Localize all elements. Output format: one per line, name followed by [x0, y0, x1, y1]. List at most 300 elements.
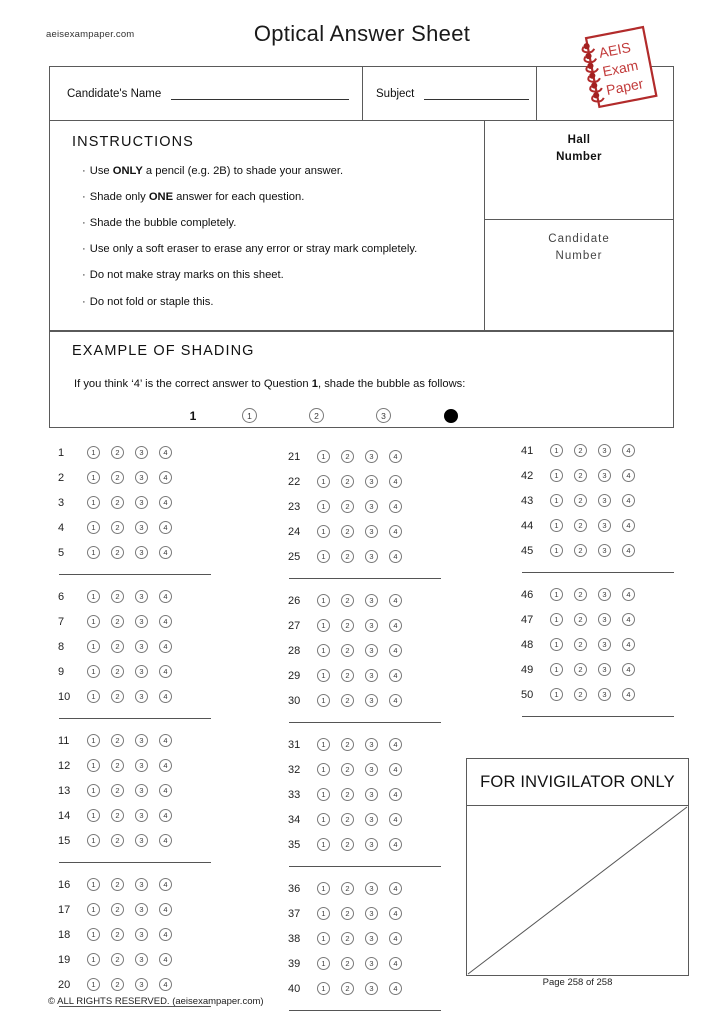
bubble-q43-option-1[interactable]: 1 — [550, 494, 563, 507]
bubble-q8-option-3[interactable]: 3 — [135, 640, 148, 653]
question-number-26: 26 — [288, 594, 301, 607]
bubble-q5-option-3[interactable]: 3 — [135, 546, 148, 559]
bubble-q42-option-3[interactable]: 3 — [598, 469, 611, 482]
bubble-q40-option-2[interactable]: 2 — [341, 982, 354, 995]
bubble-q46-option-2[interactable]: 2 — [574, 588, 587, 601]
question-number-28: 28 — [288, 644, 301, 657]
bubble-q39-option-4[interactable]: 4 — [389, 957, 402, 970]
bubble-q39-option-2[interactable]: 2 — [341, 957, 354, 970]
bubble-q47-option-3[interactable]: 3 — [598, 613, 611, 626]
example-lead-text — [74, 378, 465, 390]
bubble-q19-option-4[interactable]: 4 — [159, 953, 172, 966]
bubble-q25-option-4[interactable]: 4 — [389, 550, 402, 563]
bubble-q6-option-2[interactable]: 2 — [111, 590, 124, 603]
bubble-q24-option-1[interactable]: 1 — [317, 525, 330, 538]
bubble-q44-option-2[interactable]: 2 — [574, 519, 587, 532]
bubble-q9-option-2[interactable]: 2 — [111, 665, 124, 678]
bubble-q1-option-2[interactable]: 2 — [111, 446, 124, 459]
bubble-q40-option-3[interactable]: 3 — [365, 982, 378, 995]
question-row-44 — [518, 513, 693, 538]
hall-number-label-line1: Hall — [567, 134, 591, 146]
option-bubbles-49 — [550, 663, 635, 676]
bubble-q5-option-2[interactable]: 2 — [111, 546, 124, 559]
question-row-12 — [55, 753, 230, 778]
bubble-q32-option-2[interactable]: 2 — [341, 763, 354, 776]
candidate-number-box[interactable] — [485, 220, 673, 331]
question-row-41 — [518, 438, 693, 463]
bubble-q5-option-4[interactable]: 4 — [159, 546, 172, 559]
option-bubbles-44 — [550, 519, 635, 532]
bubble-q30-option-4[interactable]: 4 — [389, 694, 402, 707]
group-separator — [522, 716, 674, 717]
question-row-17 — [55, 897, 230, 922]
question-number-18: 18 — [58, 928, 71, 941]
bubble-q2-option-4[interactable]: 4 — [159, 471, 172, 484]
bubble-q41-option-3[interactable]: 3 — [598, 444, 611, 457]
bubble-q38-option-3[interactable]: 3 — [365, 932, 378, 945]
bubble-q14-option-3[interactable]: 3 — [135, 809, 148, 822]
question-number-1: 1 — [58, 446, 65, 459]
bubble-q33-option-4[interactable]: 4 — [389, 788, 402, 801]
bubble-q39-option-3[interactable]: 3 — [365, 957, 378, 970]
subject-input[interactable] — [424, 87, 529, 100]
bubble-q16-option-3[interactable]: 3 — [135, 878, 148, 891]
bubble-q24-option-2[interactable]: 2 — [341, 525, 354, 538]
option-bubbles-14 — [87, 809, 172, 822]
option-bubbles-8 — [87, 640, 172, 653]
question-row-26 — [285, 588, 460, 613]
bubble-q19-option-3[interactable]: 3 — [135, 953, 148, 966]
bubble-q40-option-1[interactable]: 1 — [317, 982, 330, 995]
bubble-q45-option-4[interactable]: 4 — [622, 544, 635, 557]
bubble-q27-option-2[interactable]: 2 — [341, 619, 354, 632]
instruction-text-pre: Use — [89, 165, 113, 177]
question-row-50 — [518, 682, 693, 707]
question-row-45 — [518, 538, 693, 563]
bubble-q28-option-2[interactable]: 2 — [341, 644, 354, 657]
bubble-q7-option-2[interactable]: 2 — [111, 615, 124, 628]
bubble-q45-option-1[interactable]: 1 — [550, 544, 563, 557]
bubble-q8-option-1[interactable]: 1 — [87, 640, 100, 653]
bubble-q20-option-1[interactable]: 1 — [87, 978, 100, 991]
option-bubbles-46 — [550, 588, 635, 601]
bubble-q7-option-1[interactable]: 1 — [87, 615, 100, 628]
invigilator-signature-area[interactable] — [467, 806, 688, 975]
question-number-46: 46 — [521, 588, 534, 601]
bubble-q29-option-1[interactable]: 1 — [317, 669, 330, 682]
question-number-40: 40 — [288, 982, 301, 995]
bubble-q3-option-3[interactable]: 3 — [135, 496, 148, 509]
bubble-q16-option-2[interactable]: 2 — [111, 878, 124, 891]
example-bubble-2[interactable]: 2 — [309, 408, 324, 423]
instruction-text-pre: Use only a soft eraser to erase any error or stray mark completely. — [89, 243, 418, 256]
bubble-q6-option-1[interactable]: 1 — [87, 590, 100, 603]
bubble-q47-option-1[interactable]: 1 — [550, 613, 563, 626]
bubble-q25-option-2[interactable]: 2 — [341, 550, 354, 563]
bubble-q43-option-4[interactable]: 4 — [622, 494, 635, 507]
bubble-q3-option-2[interactable]: 2 — [111, 496, 124, 509]
bubble-q36-option-1[interactable]: 1 — [317, 882, 330, 895]
example-answer-row — [170, 407, 484, 425]
example-option-slot — [417, 407, 484, 425]
bubble-q35-option-3[interactable]: 3 — [365, 838, 378, 851]
bubble-q48-option-3[interactable]: 3 — [598, 638, 611, 651]
bubble-q2-option-2[interactable]: 2 — [111, 471, 124, 484]
bubble-q15-option-2[interactable]: 2 — [111, 834, 124, 847]
numbers-column — [485, 121, 673, 331]
bubble-q18-option-3[interactable]: 3 — [135, 928, 148, 941]
bubble-q32-option-3[interactable]: 3 — [365, 763, 378, 776]
bubble-q31-option-3[interactable]: 3 — [365, 738, 378, 751]
bubble-q20-option-4[interactable]: 4 — [159, 978, 172, 991]
example-bubble-1[interactable]: 1 — [242, 408, 257, 423]
bubble-q37-option-3[interactable]: 3 — [365, 907, 378, 920]
answer-column-3 — [518, 438, 693, 717]
bubble-q22-option-1[interactable]: 1 — [317, 475, 330, 488]
bubble-q24-option-3[interactable]: 3 — [365, 525, 378, 538]
question-row-34 — [285, 807, 460, 832]
bubble-q28-option-4[interactable]: 4 — [389, 644, 402, 657]
question-number-48: 48 — [521, 638, 534, 651]
bubble-q1-option-3[interactable]: 3 — [135, 446, 148, 459]
bubble-q47-option-4[interactable]: 4 — [622, 613, 635, 626]
bubble-q13-option-1[interactable]: 1 — [87, 784, 100, 797]
group-separator — [289, 866, 441, 867]
question-row-23 — [285, 494, 460, 519]
bubble-q38-option-4[interactable]: 4 — [389, 932, 402, 945]
bubble-q10-option-3[interactable]: 3 — [135, 690, 148, 703]
site-url-watermark: aeisexampaper.com — [46, 29, 135, 40]
bubble-q1-option-1[interactable]: 1 — [87, 446, 100, 459]
option-bubbles-19 — [87, 953, 172, 966]
bubble-q37-option-1[interactable]: 1 — [317, 907, 330, 920]
invigilator-title: FOR INVIGILATOR ONLY — [467, 759, 688, 806]
bubble-q14-option-4[interactable]: 4 — [159, 809, 172, 822]
bubble-q22-option-2[interactable]: 2 — [341, 475, 354, 488]
bubble-q12-option-1[interactable]: 1 — [87, 759, 100, 772]
bubble-q27-option-1[interactable]: 1 — [317, 619, 330, 632]
bubble-q29-option-2[interactable]: 2 — [341, 669, 354, 682]
question-number-3: 3 — [58, 496, 65, 509]
bubble-q39-option-1[interactable]: 1 — [317, 957, 330, 970]
bubble-q16-option-4[interactable]: 4 — [159, 878, 172, 891]
bubble-q9-option-4[interactable]: 4 — [159, 665, 172, 678]
bubble-q42-option-2[interactable]: 2 — [574, 469, 587, 482]
example-option-slot — [283, 407, 350, 425]
option-bubbles-7 — [87, 615, 172, 628]
bubble-q2-option-1[interactable]: 1 — [87, 471, 100, 484]
bubble-q21-option-3[interactable]: 3 — [365, 450, 378, 463]
bubble-q24-option-4[interactable]: 4 — [389, 525, 402, 538]
bubble-q13-option-4[interactable]: 4 — [159, 784, 172, 797]
bubble-q17-option-3[interactable]: 3 — [135, 903, 148, 916]
bullet-icon: · — [82, 295, 86, 308]
question-number-23: 23 — [288, 500, 301, 513]
bubble-q33-option-3[interactable]: 3 — [365, 788, 378, 801]
bubble-q12-option-3[interactable]: 3 — [135, 759, 148, 772]
bubble-q7-option-3[interactable]: 3 — [135, 615, 148, 628]
bubble-q4-option-1[interactable]: 1 — [87, 521, 100, 534]
bubble-q44-option-1[interactable]: 1 — [550, 519, 563, 532]
bubble-q48-option-2[interactable]: 2 — [574, 638, 587, 651]
bubble-q50-option-1[interactable]: 1 — [550, 688, 563, 701]
bubble-q22-option-3[interactable]: 3 — [365, 475, 378, 488]
bubble-q17-option-1[interactable]: 1 — [87, 903, 100, 916]
option-bubbles-50 — [550, 688, 635, 701]
instruction-item — [82, 295, 484, 310]
option-bubbles-18 — [87, 928, 172, 941]
bubble-q8-option-4[interactable]: 4 — [159, 640, 172, 653]
bubble-q11-option-1[interactable]: 1 — [87, 734, 100, 747]
bubble-q29-option-4[interactable]: 4 — [389, 669, 402, 682]
bubble-q10-option-2[interactable]: 2 — [111, 690, 124, 703]
bubble-q11-option-3[interactable]: 3 — [135, 734, 148, 747]
question-number-17: 17 — [58, 903, 71, 916]
bubble-q49-option-4[interactable]: 4 — [622, 663, 635, 676]
bubble-q21-option-2[interactable]: 2 — [341, 450, 354, 463]
bubble-q50-option-2[interactable]: 2 — [574, 688, 587, 701]
bubble-q23-option-3[interactable]: 3 — [365, 500, 378, 513]
bubble-q50-option-3[interactable]: 3 — [598, 688, 611, 701]
bubble-q44-option-4[interactable]: 4 — [622, 519, 635, 532]
option-bubbles-47 — [550, 613, 635, 626]
question-row-15 — [55, 828, 230, 853]
option-bubbles-6 — [87, 590, 172, 603]
question-row-31 — [285, 732, 460, 757]
bubble-q37-option-2[interactable]: 2 — [341, 907, 354, 920]
bubble-q34-option-1[interactable]: 1 — [317, 813, 330, 826]
question-number-21: 21 — [288, 450, 301, 463]
bubble-q36-option-2[interactable]: 2 — [341, 882, 354, 895]
bubble-q5-option-1[interactable]: 1 — [87, 546, 100, 559]
instruction-text-pre: Do not make stray marks on this sheet. — [89, 269, 284, 282]
question-number-31: 31 — [288, 738, 301, 751]
question-number-49: 49 — [521, 663, 534, 676]
instruction-text-pre: Shade only — [89, 191, 149, 204]
page-number: Page 258 of 258 — [542, 977, 613, 988]
bubble-q43-option-2[interactable]: 2 — [574, 494, 587, 507]
bubble-q13-option-2[interactable]: 2 — [111, 784, 124, 797]
bubble-q19-option-2[interactable]: 2 — [111, 953, 124, 966]
question-number-30: 30 — [288, 694, 301, 707]
bubble-q45-option-2[interactable]: 2 — [574, 544, 587, 557]
bubble-q26-option-2[interactable]: 2 — [341, 594, 354, 607]
bubble-q30-option-2[interactable]: 2 — [341, 694, 354, 707]
bubble-q32-option-1[interactable]: 1 — [317, 763, 330, 776]
hall-number-box[interactable] — [485, 121, 673, 220]
bubble-q23-option-2[interactable]: 2 — [341, 500, 354, 513]
question-number-19: 19 — [58, 953, 71, 966]
bubble-q30-option-3[interactable]: 3 — [365, 694, 378, 707]
bubble-q10-option-1[interactable]: 1 — [87, 690, 100, 703]
bubble-q46-option-3[interactable]: 3 — [598, 588, 611, 601]
bubble-q11-option-2[interactable]: 2 — [111, 734, 124, 747]
question-number-42: 42 — [521, 469, 534, 482]
bubble-q21-option-1[interactable]: 1 — [317, 450, 330, 463]
bubble-q40-option-4[interactable]: 4 — [389, 982, 402, 995]
question-row-46 — [518, 582, 693, 607]
bubble-q44-option-3[interactable]: 3 — [598, 519, 611, 532]
bubble-q33-option-2[interactable]: 2 — [341, 788, 354, 801]
bubble-q46-option-4[interactable]: 4 — [622, 588, 635, 601]
bubble-q17-option-4[interactable]: 4 — [159, 903, 172, 916]
bubble-q15-option-4[interactable]: 4 — [159, 834, 172, 847]
bubble-q6-option-4[interactable]: 4 — [159, 590, 172, 603]
bubble-q25-option-3[interactable]: 3 — [365, 550, 378, 563]
bubble-q36-option-3[interactable]: 3 — [365, 882, 378, 895]
bubble-q4-option-2[interactable]: 2 — [111, 521, 124, 534]
bubble-q14-option-1[interactable]: 1 — [87, 809, 100, 822]
bubble-q17-option-2[interactable]: 2 — [111, 903, 124, 916]
bubble-q12-option-4[interactable]: 4 — [159, 759, 172, 772]
bubble-q27-option-4[interactable]: 4 — [389, 619, 402, 632]
bubble-q38-option-1[interactable]: 1 — [317, 932, 330, 945]
logo-line-2: Exam — [601, 56, 640, 80]
bubble-q31-option-2[interactable]: 2 — [341, 738, 354, 751]
instruction-item — [82, 190, 484, 205]
bubble-q11-option-4[interactable]: 4 — [159, 734, 172, 747]
bubble-q28-option-1[interactable]: 1 — [317, 644, 330, 657]
bubble-q25-option-1[interactable]: 1 — [317, 550, 330, 563]
option-bubbles-36 — [317, 882, 402, 895]
instructions-row — [50, 121, 673, 331]
instructions-heading: INSTRUCTIONS — [72, 134, 194, 150]
bubble-q18-option-1[interactable]: 1 — [87, 928, 100, 941]
bubble-q3-option-1[interactable]: 1 — [87, 496, 100, 509]
bubble-q41-option-2[interactable]: 2 — [574, 444, 587, 457]
bubble-q15-option-3[interactable]: 3 — [135, 834, 148, 847]
option-bubbles-20 — [87, 978, 172, 991]
bubble-q42-option-4[interactable]: 4 — [622, 469, 635, 482]
bubble-q49-option-1[interactable]: 1 — [550, 663, 563, 676]
option-bubbles-38 — [317, 932, 402, 945]
option-bubbles-22 — [317, 475, 402, 488]
bubble-q42-option-1[interactable]: 1 — [550, 469, 563, 482]
instruction-text-post: answer for each question. — [173, 191, 305, 204]
subject-cell — [363, 67, 537, 120]
question-number-29: 29 — [288, 669, 301, 682]
bubble-q45-option-3[interactable]: 3 — [598, 544, 611, 557]
bubble-q1-option-4[interactable]: 4 — [159, 446, 172, 459]
bubble-q49-option-3[interactable]: 3 — [598, 663, 611, 676]
bubble-q20-option-2[interactable]: 2 — [111, 978, 124, 991]
bubble-q12-option-2[interactable]: 2 — [111, 759, 124, 772]
bubble-q50-option-4[interactable]: 4 — [622, 688, 635, 701]
bubble-q26-option-4[interactable]: 4 — [389, 594, 402, 607]
question-number-12: 12 — [58, 759, 71, 772]
bubble-q31-option-1[interactable]: 1 — [317, 738, 330, 751]
bubble-q34-option-3[interactable]: 3 — [365, 813, 378, 826]
option-bubbles-31 — [317, 738, 402, 751]
bubble-q43-option-3[interactable]: 3 — [598, 494, 611, 507]
bubble-q13-option-3[interactable]: 3 — [135, 784, 148, 797]
bubble-q8-option-2[interactable]: 2 — [111, 640, 124, 653]
question-number-13: 13 — [58, 784, 71, 797]
bubble-q2-option-3[interactable]: 3 — [135, 471, 148, 484]
bubble-q26-option-1[interactable]: 1 — [317, 594, 330, 607]
question-number-10: 10 — [58, 690, 71, 703]
bubble-q3-option-4[interactable]: 4 — [159, 496, 172, 509]
bubble-q16-option-1[interactable]: 1 — [87, 878, 100, 891]
bubble-q31-option-4[interactable]: 4 — [389, 738, 402, 751]
invigilator-box — [466, 758, 689, 976]
bullet-icon: · — [82, 269, 86, 282]
candidate-number-label-line2: Number — [555, 249, 603, 262]
bubble-q22-option-4[interactable]: 4 — [389, 475, 402, 488]
bubble-q20-option-3[interactable]: 3 — [135, 978, 148, 991]
bubble-q4-option-3[interactable]: 3 — [135, 521, 148, 534]
question-number-43: 43 — [521, 494, 534, 507]
example-lead-post: , shade the bubble as follows: — [317, 378, 466, 390]
bubble-q36-option-4[interactable]: 4 — [389, 882, 402, 895]
example-of-shading-panel — [49, 330, 674, 428]
bubble-q32-option-4[interactable]: 4 — [389, 763, 402, 776]
bubble-q18-option-4[interactable]: 4 — [159, 928, 172, 941]
bubble-q7-option-4[interactable]: 4 — [159, 615, 172, 628]
candidate-name-input[interactable] — [171, 87, 349, 100]
bubble-q21-option-4[interactable]: 4 — [389, 450, 402, 463]
example-option-slot — [216, 407, 283, 425]
bubble-q35-option-1[interactable]: 1 — [317, 838, 330, 851]
question-number-22: 22 — [288, 475, 301, 488]
bubble-q28-option-3[interactable]: 3 — [365, 644, 378, 657]
bubble-q37-option-4[interactable]: 4 — [389, 907, 402, 920]
bubble-q46-option-1[interactable]: 1 — [550, 588, 563, 601]
bubble-q27-option-3[interactable]: 3 — [365, 619, 378, 632]
bubble-q38-option-2[interactable]: 2 — [341, 932, 354, 945]
bubble-q48-option-4[interactable]: 4 — [622, 638, 635, 651]
question-number-27: 27 — [288, 619, 301, 632]
bubble-q34-option-4[interactable]: 4 — [389, 813, 402, 826]
question-row-3 — [55, 490, 230, 515]
bubble-q4-option-4[interactable]: 4 — [159, 521, 172, 534]
bubble-q9-option-1[interactable]: 1 — [87, 665, 100, 678]
logo-line-3: Paper — [604, 75, 645, 99]
bubble-q41-option-1[interactable]: 1 — [550, 444, 563, 457]
bubble-q10-option-4[interactable]: 4 — [159, 690, 172, 703]
option-bubbles-39 — [317, 957, 402, 970]
bubble-q30-option-1[interactable]: 1 — [317, 694, 330, 707]
bubble-q14-option-2[interactable]: 2 — [111, 809, 124, 822]
bubble-q26-option-3[interactable]: 3 — [365, 594, 378, 607]
bubble-q35-option-4[interactable]: 4 — [389, 838, 402, 851]
bubble-q29-option-3[interactable]: 3 — [365, 669, 378, 682]
question-number-38: 38 — [288, 932, 301, 945]
example-bubble-3[interactable]: 3 — [376, 408, 391, 423]
bubble-q6-option-3[interactable]: 3 — [135, 590, 148, 603]
bubble-q34-option-2[interactable]: 2 — [341, 813, 354, 826]
bubble-q15-option-1[interactable]: 1 — [87, 834, 100, 847]
question-row-38 — [285, 926, 460, 951]
bubble-q35-option-2[interactable]: 2 — [341, 838, 354, 851]
question-number-47: 47 — [521, 613, 534, 626]
bubble-q48-option-1[interactable]: 1 — [550, 638, 563, 651]
question-row-4 — [55, 515, 230, 540]
bubble-q47-option-2[interactable]: 2 — [574, 613, 587, 626]
bubble-q49-option-2[interactable]: 2 — [574, 663, 587, 676]
bubble-q41-option-4[interactable]: 4 — [622, 444, 635, 457]
bubble-q9-option-3[interactable]: 3 — [135, 665, 148, 678]
bubble-q23-option-1[interactable]: 1 — [317, 500, 330, 513]
bubble-q18-option-2[interactable]: 2 — [111, 928, 124, 941]
bubble-q23-option-4[interactable]: 4 — [389, 500, 402, 513]
bubble-q19-option-1[interactable]: 1 — [87, 953, 100, 966]
example-option-slot — [350, 407, 417, 425]
example-bubble-4-shaded[interactable] — [444, 409, 458, 423]
question-number-9: 9 — [58, 665, 65, 678]
bubble-q33-option-1[interactable]: 1 — [317, 788, 330, 801]
option-bubbles-30 — [317, 694, 402, 707]
